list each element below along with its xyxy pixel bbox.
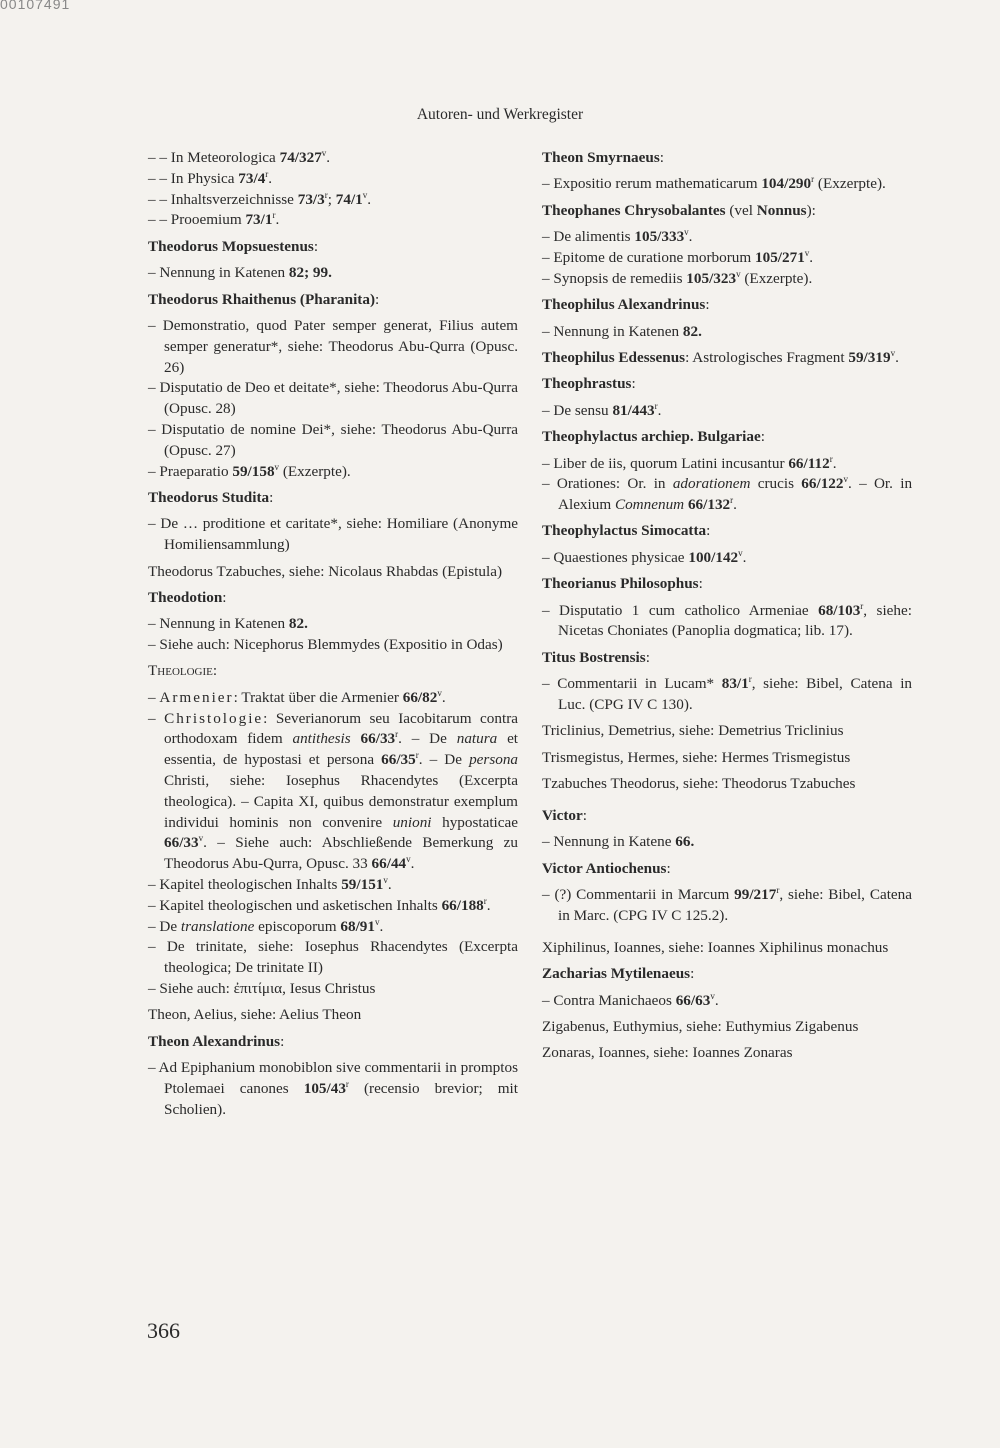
entry-translatione: – De translatione episcoporum 68/91$^v$. [148,916,384,935]
entry-edessenus: Theophilus Edessenus: Astrologisches Fragment 59/319$^v$. [542,347,899,366]
entry-chry-2: – Epitome de curatione morborum 105/271$^v$. [542,247,814,266]
entry-tzabuches: Theodorus Tzabuches, siehe: Nicolaus Rhabdas (Epistula) [148,562,502,580]
heading-theorianus: Theorianus Philosophus: [542,575,703,593]
heading-bulgariae: Theophylactus archiep. Bulgariae: [542,428,765,446]
entry-zonaras: Zonaras, Ioannes, siehe: Ioannes Zonaras [542,1044,793,1062]
entry-armenier: – Armenier: Traktat über die Armenier 66/82$^v$. [148,687,446,706]
entry-inhaltsverzeichnisse: – – Inhaltsverzeichnisse 73/3$^r$; 74/1$^v$. [148,189,372,208]
entry-alx-1: – Nennung in Katenen 82. [542,322,702,340]
heading-victor-antiochenus: Victor Antiochenus: [542,859,671,877]
entry-prooemium: – – Prooemium 73/1$^r$. [148,210,280,229]
entry-christologie: – Christologie: Severianorum seu Iacobitarum contra orthodoxam fidem antithesis 66/33$^r$. – De natura et essentia, de hypostasi et persona 66/35$^r$. – De persona Christi, siehe: Iosephus Rhacendytes (Excerpta theologica). – Capita XI, quibus demonstratur exemplum individui hominis non convenire unioni hypostaticae 66/33$^v$. – Siehe auch: Abschließende Bemerkung zu Theodorus Abu-Qurra, Opusc. 33 66/44$^v$. [148,709,519,873]
entry-chry-1: – De alimentis 105/333$^v$. [542,227,693,246]
page-number: 366 [147,1318,180,1343]
entry-zigabenus: Zigabenus, Euthymius, siehe: Euthymius Zigabenus [542,1017,859,1035]
entry-trismegistus: Trismegistus, Hermes, siehe: Hermes Trismegistus [542,748,851,766]
entry-rhai-1: – Demonstratio, quod Pater semper generat, Filius autem semper generatur*, siehe: Theodorus Abu-Qurra (Opusc. 26) [148,316,518,376]
entry-zach-1: – Contra Manichaeos 66/63$^v$. [542,990,719,1009]
scan-id: 00107491 [0,0,71,12]
entry-siehe-auch: – Siehe auch: ἐπιτίμια, Iesus Christus [148,980,376,998]
heading-studita: Theodorus Studita: [148,488,274,506]
entry-rhai-4: – Praeparatio 59/158$^v$ (Exzerpte). [148,461,351,480]
heading-smyrnaeus: Theon Smyrnaeus: [542,149,664,166]
heading-theophrastus: Theophrastus: [542,375,636,393]
heading-theon-alexandrinus: Theon Alexandrinus: [148,1032,285,1050]
entry-smyr-1: – Expositio rerum mathematicarum 104/290$^r$ (Exzerpte). [542,174,886,193]
heading-bostrensis: Titus Bostrensis: [542,648,650,666]
entry-trinitate: – De trinitate, siehe: Iosephus Rhacendytes (Excerpta theologica; De trinitate II) [148,938,518,977]
right-column [542,148,912,1070]
heading-victor: Victor: [542,807,587,824]
entry-bul-2: – Orationes: Or. in adorationem crucis 66/122$^v$. – Or. in Alexium Comnenum 66/132$^r$. [542,474,913,514]
heading-rhaithenus: Theodorus Rhaithenus (Pharanita): [148,290,380,308]
heading-mytilenaeus: Zacharias Mytilenaeus: [542,965,695,983]
entry-vant-1: – (?) Commentarii in Marcum 99/217$^r$, siehe: Bibel, Catena in Marc. (CPG IV C 125.2). [542,885,912,924]
entry-stud-1: – De … proditione et caritate*, siehe: Homiliare (Anonyme Homiliensammlung) [148,515,518,554]
heading-simocatta: Theophylactus Simocatta: [542,522,711,540]
entry-theod-2: – Siehe auch: Nicephorus Blemmydes (Expositio in Odas) [148,636,503,654]
entry-rhai-3: – Disputatio de nomine Dei*, siehe: Theodorus Abu-Qurra (Opusc. 27) [148,420,518,459]
entry-phr-1: – De sensu 81/443$^r$. [542,400,662,419]
left-column [148,148,518,1121]
entry-chry-3: – Synopsis de remediis 105/323$^v$ (Exzerpte). [542,268,813,287]
entry-phil-1: – Disputatio 1 cum catholico Armeniae 68/103$^r$, siehe: Nicetas Choniates (Panoplia dogmatica; lib. 17). [542,600,912,640]
heading-theodotion: Theodotion: [148,588,227,606]
entry-physica: – – In Physica 73/4$^r$. [148,168,273,187]
heading-theophilus-alex: Theophilus Alexandrinus: [542,296,710,314]
entry-xiphilinus: Xiphilinus, Ioannes, siehe: Ioannes Xiphilinus monachus [542,938,889,956]
entry-kapitel-2: – Kapitel theologischen und asketischen Inhalts 66/188$^r$. [148,895,491,914]
entry-vic-1: – Nennung in Katene 66. [542,833,695,851]
entry-bul-1: – Liber de iis, quorum Latini incusantur 66/112$^r$. [542,453,837,472]
heading-mopsuestenus: Theodorus Mopsuestenus: [148,237,319,255]
page-header: Autoren- und Werkregister [416,106,584,123]
entry-sim-1: – Quaestiones physicae 100/142$^v$. [542,547,747,566]
entry-aelius: Theon, Aelius, siehe: Aelius Theon [148,1006,362,1024]
entry-tit-1: – Commentarii in Lucam* 83/1$^r$, siehe: Bibel, Catena in Luc. (CPG IV C 130). [542,674,913,714]
entry-kapitel-1: – Kapitel theologischen Inhalts 59/151$^v$. [148,874,392,894]
heading-theologie: Theologie: [148,662,218,680]
entry-meteorologica: – – In Meteorologica 74/327$^v$. [148,147,331,166]
heading-chrysobalantes: Theophanes Chrysobalantes (vel Nonnus): [542,201,816,219]
entry-triclinius: Triclinius, Demetrius, siehe: Demetrius Triclinius [542,722,844,740]
entry-tzabuches-theodorus: Tzabuches Theodorus, siehe: Theodorus Tzabuches [542,775,856,793]
entry-theod-1: – Nennung in Katenen 82. [148,615,308,633]
entry-alex-1: – Ad Epiphanium monobiblon sive commentarii in promptos Ptolemaei canones 105/43$^r$ (recensio brevior; mit Scholien). [148,1059,518,1118]
entry-mops-1: – Nennung in Katenen 82; 99. [148,264,332,282]
entry-rhai-2: – Disputatio de Deo et deitate*, siehe: Theodorus Abu-Qurra (Opusc. 28) [148,379,518,418]
